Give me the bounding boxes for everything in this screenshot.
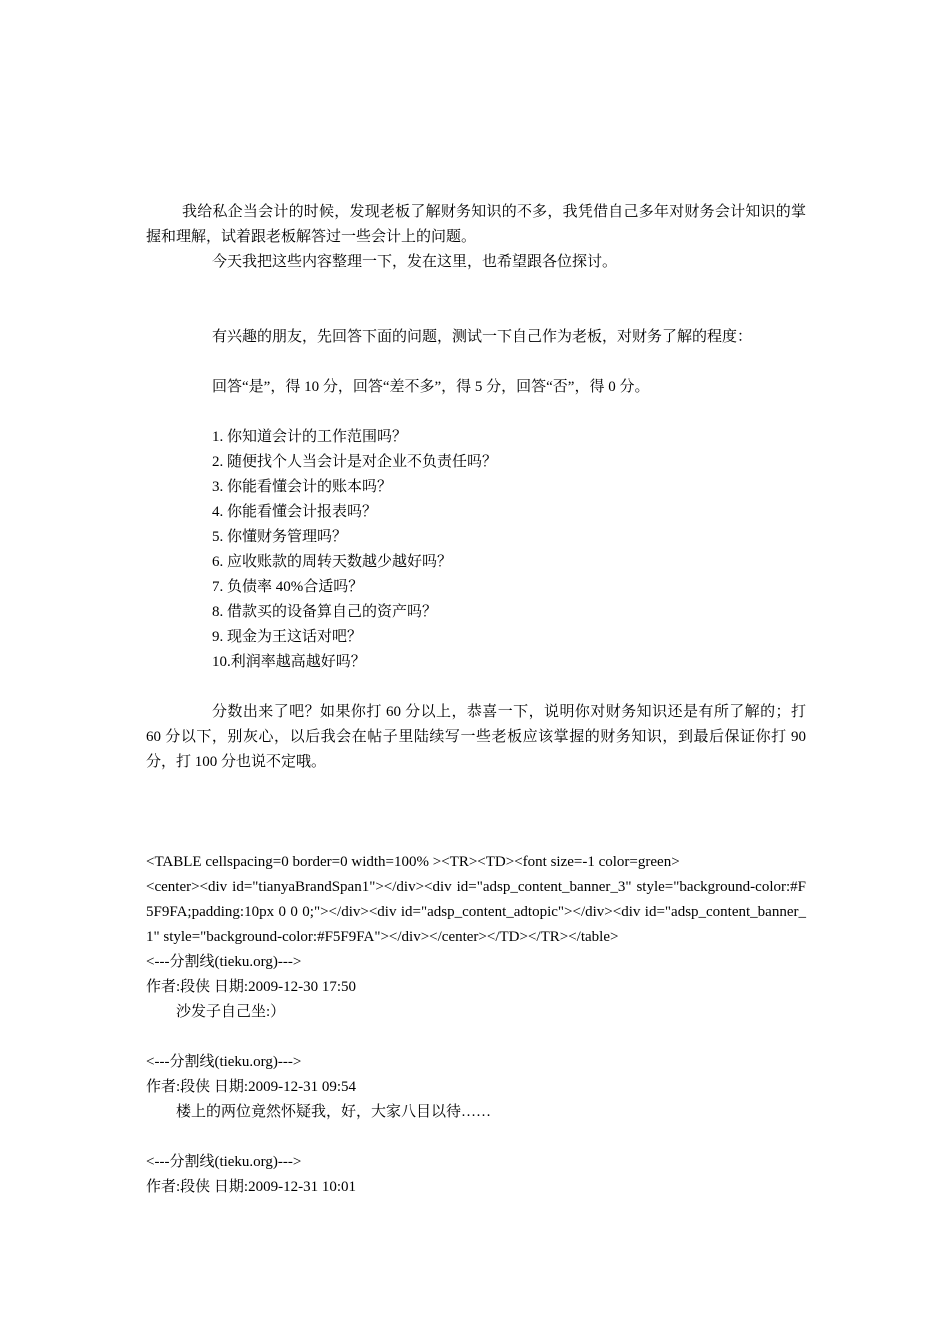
post-divider: <---分割线(tieku.org)---> [146, 954, 302, 970]
spacer [146, 400, 806, 425]
quiz-question: 2. 随便找个人当会计是对企业不负责任吗？ [212, 454, 498, 470]
quiz-scoring-rule: 回答“是”，得 10 分，回答“差不多”，得 5 分，回答“否”，得 0 分。 [212, 379, 650, 395]
quiz-prompt: 有兴趣的朋友，先回答下面的问题，测试一下自己作为老板，对财务了解的程度： [212, 329, 753, 345]
html-code-line-1: <TABLE cellspacing=0 border=0 width=100% ><TR><TD><font size=-1 color=green> [146, 854, 680, 870]
quiz-question: 4. 你能看懂会计报表吗？ [212, 504, 378, 520]
quiz-question: 9. 现金为王这话对吧？ [212, 629, 363, 645]
post-divider: <---分割线(tieku.org)---> [146, 1154, 302, 1170]
quiz-question: 3. 你能看懂会计的账本吗？ [212, 479, 393, 495]
document-page [146, 200, 806, 1200]
spacer [146, 275, 806, 325]
post-meta: 作者:段侠 日期:2009-12-31 09:54 [146, 1079, 356, 1095]
spacer [146, 1025, 806, 1050]
post-body: 楼上的两位竟然怀疑我，好，大家八目以待…… [176, 1104, 492, 1120]
spacer [146, 675, 806, 700]
intro-paragraph-1: 我给私企当会计的时候，发现老板了解财务知识的不多，我凭借自己多年对财务会计知识的掌握和理解，试着跟老板解答过一些会计上的问题。 [146, 204, 806, 245]
quiz-question-list [146, 425, 806, 675]
post-meta: 作者:段侠 日期:2009-12-30 17:50 [146, 979, 356, 995]
post-meta: 作者:段侠 日期:2009-12-31 10:01 [146, 1179, 356, 1195]
quiz-question: 7. 负债率 40%合适吗？ [212, 579, 364, 595]
quiz-question: 1. 你知道会计的工作范围吗？ [212, 429, 408, 445]
html-code-line-2: <center><div id="tianyaBrandSpan1"></div><div id="adsp_content_banner_3" style="background-color:#F5F9FA;padding:10px 0 0 0;"></div><div id="adsp_content_adtopic"></div><div id="adsp_content_banner_1" style="background-color:#F5F9FA"></div></center></TD></TR></table> [146, 879, 806, 945]
spacer [146, 775, 806, 850]
spacer [146, 1125, 806, 1150]
quiz-question: 6. 应收账款的周转天数越少越好吗？ [212, 554, 453, 570]
intro-paragraph-2: 今天我把这些内容整理一下，发在这里，也希望跟各位探讨。 [212, 254, 618, 270]
quiz-question: 5. 你懂财务管理吗？ [212, 529, 348, 545]
spacer [146, 350, 806, 375]
quiz-conclusion: 分数出来了吧？如果你打 60 分以上，恭喜一下，说明你对财务知识还是有所了解的；打 60 分以下，别灰心，以后我会在帖子里陆续写一些老板应该掌握的财务知识，到最后保证你打 90 分，打 100 分也说不定哦。 [146, 704, 806, 770]
quiz-question: 10.利润率越高越好吗？ [212, 654, 366, 670]
post-body: 沙发子自己坐:） [176, 1004, 286, 1020]
quiz-question: 8. 借款买的设备算自己的资产吗？ [212, 604, 438, 620]
post-divider: <---分割线(tieku.org)---> [146, 1054, 302, 1070]
